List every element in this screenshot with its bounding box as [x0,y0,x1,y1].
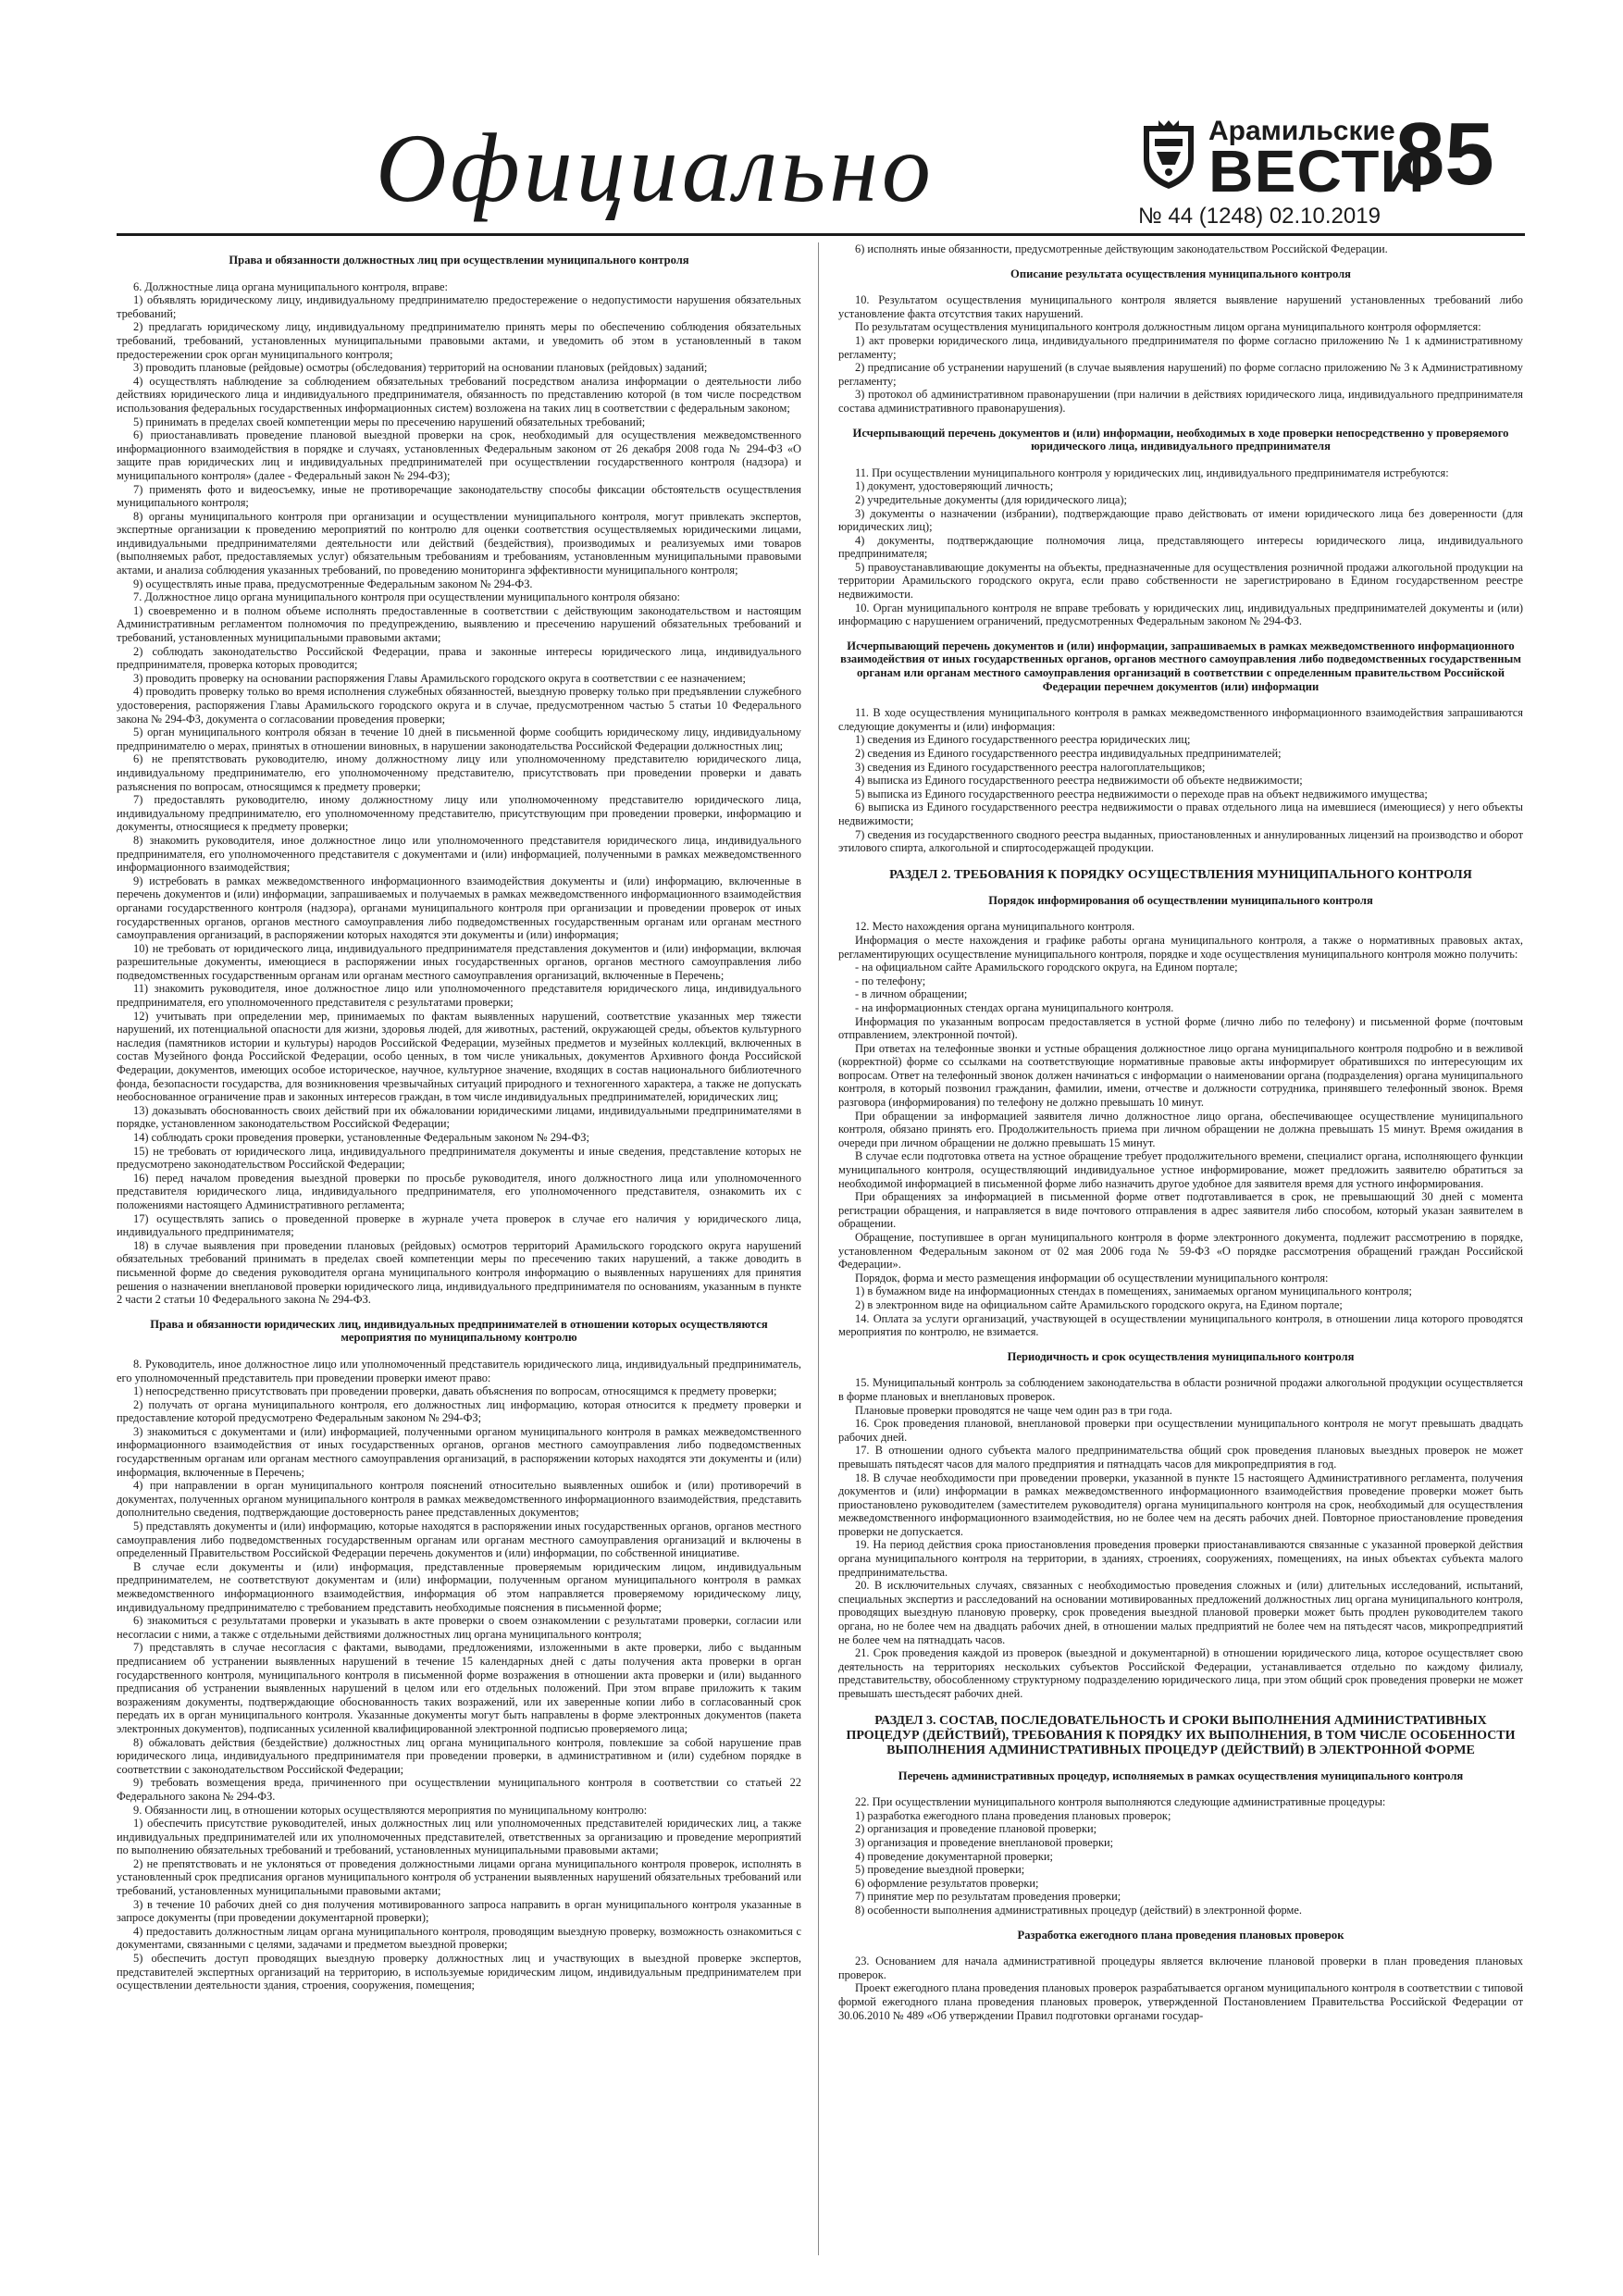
paragraph: Информация по указанным вопросам предоставляется в устной форме (лично либо по телефону) и письменной форме (почтовым отправлением, электронной почтой). [838,1014,1523,1042]
section-heading: Исчерпывающий перечень документов и (или) информации, необходимых в ходе проверки непосредственно у проверяемого юридического лица, индивидуального предпринимателя [852,426,1509,453]
paragraph: 3) проводить проверку на основании распоряжения Главы Арамильского городского округа в соответствии с ее назначением; [133,671,746,685]
paragraph: 4) проводить проверку только во время исполнения служебных обязанностей, выездную проверку только при предъявлении служебного удостоверения, распоряжения Главы Арамильского городского округа и в случае, предусмотренном частью 5 статьи 10 Федерального закона № 294-ФЗ, документа о согласовании проведения проверки; [117,685,801,726]
paragraph: 6) приостанавливать проведение плановой выездной проверки на срок, необходимый для осуществления межведомственного информационного взаимодействия в порядке и случаях, установленных Федеральным законом от 26 декабря 2008 года № 294-ФЗ «О защите прав юридических лиц и индивидуальных предпринимателей при осуществлении государственного контроля (надзора) и муниципального контроля» (далее - Федеральный закон № 294-ФЗ); [117,428,801,482]
paragraph: 2) не препятствовать и не уклоняться от проведения должностными лицами органа муниципального контроля проверок, исполнять в установленный срок предписания органов муниципального контроля об устранении выявленных нарушений обязательных требований или требований, установленных муниципальными правовыми актами; [117,1856,801,1898]
paragraph: 2) соблюдать законодательство Российской Федерации, права и законные интересы юридического лица, индивидуального предпринимателя, проверка которых проводится; [117,644,801,672]
section-heading: Порядок информирования об осуществлении муниципального контроля [988,893,1373,907]
paragraph: 4) осуществлять наблюдение за соблюдением обязательных требований посредством анализа информации о деятельности либо действиях юридического лица и индивидуального предпринимателя, обязанность по представлению которой (в том числе посредством использования федеральных государственных информационных систем) возложена на таких лиц в соответствии с федеральным законом; [117,374,801,415]
paragraph: 5) принимать в пределах своей компетенции меры по пресечению нарушений обязательных требований; [133,415,646,428]
paragraph: При обращениях за информацией в письменной форме ответ подготавливается в срок, не превышающий 30 дней с момента регистрации обращения, и направляется в виде почтового отправления в адрес заявителя либо способом, который указан заявителем в обращении. [838,1190,1523,1231]
paragraph: 7) представлять в случае несогласия с фактами, выводами, предложениями, изложенными в акте проверки, либо с выданным предписанием об устранении выявленных нарушений в течение 15 календарных дней с даты получения акта проверки в орган государственного контроля, муниципального контроля в письменной форме возражения в отношении акта проверки и (или) выданного предписания об устранении выявленных нарушений в целом или его отдельных положений. При этом вправе приложить к таким возражениям документы, подтверждающие обоснованность таких возражений, или их заверенные копии либо в согласованный срок передать их в орган муниципального контроля. Указанные документы могут быть направлены в форме электронных документов (пакета электронных документов), подписанных усиленной квалифицированной электронной подписью проверяемого лица; [117,1641,801,1735]
paragraph: 1) документ, удостоверяющий личность; [855,479,1054,493]
paragraph: 7) сведения из государственного сводного реестра выданных, приостановленных и аннулированных лицензий на производство и оборот этилового спирта, алкогольной и спиртосодержащей продукции. [838,827,1523,855]
paragraph: 4) выписка из Единого государственного реестра недвижимости об объекте недвижимости; [855,774,1303,788]
paragraph: 9) требовать возмещения вреда, причиненного при осуществлении муниципального контроля в соответствии со статьей 22 Федерального закона № 294-ФЗ. [117,1776,801,1803]
section-heading: Исчерпывающий перечень документов и (или) информации, запрашиваемых в рамках межведомственного информационного взаимодействия от иных государственных органов, органов местного самоуправления либо подведомственных государственным органам или органам местного самоуправления организаций в соответствии с определенным правительством Российской Федерации перечнем документов (или) информации [840,639,1521,693]
paragraph: 6) не препятствовать руководителю, иному должностному лицу или уполномоченному представителю юридического лица, индивидуальному предпринимателю, его уполномоченному представителю, присутствовать при проведении проверки и давать разъяснения по вопросам, относящимся к предмету проверки; [117,752,801,793]
issue-number-date: № 44 (1248) 02.10.2019 [1138,204,1381,229]
paragraph: 16. Срок проведения плановой, внеплановой проверки при осуществлении муниципального контроля не могут превышать двадцать рабочих дней. [838,1417,1523,1444]
paragraph: 7) применять фото и видеосъемку, иные не противоречащие законодательству способы фиксации обстоятельств осуществления муниципального контроля; [117,482,801,510]
paragraph: 6) выписка из Единого государственного реестра недвижимости о правах отдельного лица на имевшиеся (имеющиеся) у него объекты недвижимости; [838,800,1523,827]
brand-top-text: Арамильские [1208,116,1395,146]
paragraph: 8) органы муниципального контроля при организации и осуществлении муниципального контроля, могут привлекать экспертов, экспертные организации к проведению мероприятий по контролю для оценки соответствия осуществляемых юридическими лицами, индивидуальными предпринимателями деятельности или действий (бездействия), производимых и реализуемых ими товаров (выполняемых работ, предоставляемых услуг) обязательным требованиям и требованиям, установленным муниципальными правовыми актами, и анализа соблюдения указанных требований, по проведению мониторинга эффективности муниципального контроля; [117,509,801,577]
page-number: 85 [1395,105,1494,204]
paragraph: 3) знакомиться с документами и (или) информацией, полученными органом муниципального контроля в рамках межведомственного информационного взаимодействия от иных государственных органов, органов местного самоуправления либо подведомственных государственным органам или органам местного самоуправления организаций, в распоряжении которых находятся эти документы и (или) информация, включенные в Перечень; [117,1424,801,1479]
paragraph: 3) документы о назначении (избрании), подтверждающие право действовать от имени юридического лица без доверенности (для юридических лиц); [838,506,1523,534]
paragraph: 9. Обязанности лиц, в отношении которых осуществляются мероприятия по муниципальному контролю: [133,1803,648,1817]
paragraph: 11) знакомить руководителя, иное должностное лицо или уполномоченного представителя юридического лица, индивидуального предпринимателя, его уполномоченного представителя с результатами проверки; [117,982,801,1010]
paragraph: 11. В ходе осуществления муниципального контроля в рамках межведомственного информационного взаимодействия запрашиваются следующие документы и (или) информация: [838,706,1523,733]
paragraph: 11. При осуществлении муниципального контроля у юридических лиц, индивидуального предпринимателя истребуются: [855,465,1449,479]
paragraph: 1) в бумажном виде на информационных стендах в помещениях, занимаемых органом муниципального контроля; [855,1285,1412,1298]
paragraph: 23. Основанием для начала административной процедуры является включение плановой проверки в план проведения плановых проверок. [838,1955,1523,1981]
paragraph: 5) проведение выездной проверки; [855,1863,1025,1877]
paragraph: 17. В отношении одного субъекта малого предпринимательства общий срок проведения плановых выездных проверок не может превышать пятьдесят часов для малого предприятия и пятнадцать часов для микропредприятия в год. [838,1444,1523,1471]
masthead [117,104,1525,242]
paragraph: Порядок, форма и место размещения информации об осуществлении муниципального контроля: [855,1271,1329,1285]
paragraph: 3) протокол об административном правонарушении (при наличии в действиях юридического лица, индивидуального предпринимателя состава административного правонарушения). [838,388,1523,415]
paragraph: 7. Должностное лицо органа муниципального контроля при осуществлении муниципального контроля обязано: [133,590,680,604]
paragraph: 18. В случае необходимости при проведении проверки, указанной в пункте 15 настоящего Административного регламента, получения документов и (или) информации в рамках межведомственного информационного взаимодействия проведение проверки может быть приостановлено руководителем (заместителем руководителя) органа муниципального контроля на срок, необходимый для осуществления межведомственного информационного взаимодействия, но не более чем на десять рабочих дней. Повторное приостановление проведения проверки не допускается. [838,1471,1523,1538]
paragraph: 22. При осуществлении муниципального контроля выполняются следующие административные процедуры: [855,1795,1386,1809]
paragraph: 5) обеспечить доступ проводящих выездную проверку должностных лиц и участвующих в выездной проверке экспертов, представителей экспертных организаций на территорию, в используемые юридическим лицом, индивидуальным предпринимателем при осуществлении деятельности здания, строения, сооружения, помещения; [117,1952,801,1992]
paragraph: 14. Оплата за услуги организаций, участвующей в осуществлении муниципального контроля, в отношении лица которого проводятся мероприятия по контролю, не взимается. [838,1311,1523,1339]
paragraph: Обращение, поступившее в орган муниципального контроля в форме электронного документа, подлежит рассмотрению в порядке, установленном Федеральным законом от 02 мая 2006 года № 59-ФЗ «О порядке рассмотрения обращений граждан Российской Федерации». [838,1231,1523,1272]
paragraph: - в личном обращении; [855,987,968,1001]
paragraph: 5) правоустанавливающие документы на объекты, предназначенные для осуществления розничной продажи алкогольной продукции на территории Арамильского городского округа, если право собственности не зарегистрировано в Едином государственном реестре недвижимости. [838,560,1523,602]
paragraph: 1) своевременно и в полном объеме исполнять предоставленные в соответствии с действующим законодательством и настоящим Административным регламентом полномочия по предупреждению, выявлению и пресечению нарушений обязательных требований и требований, установленных муниципальными правовыми актами; [117,603,801,645]
paragraph: При ответах на телефонные звонки и устные обращения должностное лицо органа муниципального контроля подробно и в вежливой (корректной) форме со ссылками на соответствующие нормативные правовые акты информирует обратившихся по интересующим их вопросам. Ответ на телефонный звонок должен начинаться с информации о наименовании органа (подразделения) органа муниципального контроля, в который позвонил гражданин, фамилии, имени, отчестве и должности сотрудника, принявшего телефонный звонок. Время разговора (информирования) по телефону не должно превышать 10 минут. [838,1041,1523,1110]
paragraph: 6. Должностные лица органа муниципального контроля, вправе: [133,279,448,293]
paragraph: 6) исполнять иные обязанности, предусмотренные действующим законодательством Российской Федерации. [855,242,1388,255]
chapter-heading: РАЗДЕЛ 3. СОСТАВ, ПОСЛЕДОВАТЕЛЬНОСТЬ И СРОКИ ВЫПОЛНЕНИЯ АДМИНИСТРАТИВНЫХ ПРОЦЕДУР (ДЕЙСТВИЙ), ТРЕБОВАНИЯ К ПОРЯДКУ ИХ ВЫПОЛНЕНИЯ, В ТОМ ЧИСЛЕ ОСОБЕННОСТИ ВЫПОЛНЕНИЯ АДМИНИСТРАТИВНЫХ ПРОЦЕДУР (ДЕЙСТВИЙ) В ЭЛЕКТРОННОЙ ФОРМЕ [846,1713,1516,1757]
paragraph: По результатам осуществления муниципального контроля должностным лицом органа муниципального контроля оформляется: [855,320,1481,334]
paragraph: 20. В исключительных случаях, связанных с необходимостью проведения сложных и (или) длительных исследований, испытаний, специальных экспертиз и расследований на основании мотивированных предложений должностных лиц органа муниципального контроля, проводящих выездную плановую проверку, срок проведения выездной плановой проверки может быть продлен руководителем такого органа, но не более чем на двадцать рабочих дней, в отношении малых предприятий не более чем на пятьдесят часов, микропредприятий не более чем на пятнадцать часов. [838,1579,1523,1646]
paragraph: - по телефону; [855,974,926,987]
section-heading: Права и обязанности юридических лиц, индивидуальных предпринимателей в отношении которых осуществляются мероприятия по муниципальному контролю [150,1317,768,1345]
paragraph: 10. Орган муниципального контроля не вправе требовать у юридических лиц, индивидуальных предпринимателей документы и (или) информацию с нарушением ограничений, предусмотренных Федеральным законом № 294-ФЗ. [838,601,1523,628]
brand-main-text: ВЕСТИ [1208,138,1426,205]
section-title: Официально [376,114,935,222]
paragraph: - на официальном сайте Арамильского городского округа, на Едином портале; [855,961,1238,974]
right-column [838,242,1523,2255]
section-heading: Права и обязанности должностных лиц при осуществлении муниципального контроля [229,254,689,267]
paragraph: 1) разработка ежегодного плана проведения плановых проверок; [855,1808,1171,1822]
paragraph: При обращении за информацией заявителя лично должностное лицо органа, обеспечивающее осуществление муниципального контроля, обязано принять его. Продолжительность приема при личном обращении не должна превышать 15 минут. Время ожидания в очереди при личном обращении не должно превышать 15 минут. [838,1109,1523,1149]
paragraph: 21. Срок проведения каждой из проверок (выездной и документарной) в отношении юридического лица, которое осуществляет свою деятельность на территориях нескольких субъектов Российской Федерации, устанавливается отдельно по каждому филиалу, представительству, обособленному структурному подразделению юридического лица, при этом общий срок проведения проверки не может превышать шестьдесят рабочих дней. [838,1646,1523,1700]
paragraph: Плановые проверки проводятся не чаще чем один раз в три года. [855,1403,1172,1417]
paragraph: 10. Результатом осуществления муниципального контроля является выявление нарушений установленных требований либо установление факта отсутствия таких нарушений. [838,293,1523,320]
paragraph: 7) принятие мер по результатам проведения проверки; [855,1890,1121,1904]
paragraph: 4) проведение документарной проверки; [855,1849,1053,1863]
paragraph: 8) обжаловать действия (бездействие) должностных лиц органа муниципального контроля, повлекшие за собой нарушение прав юридического лица, индивидуального предпринимателя при проведении проверки, в административном и (или) судебном порядке в соответствии с законодательством Российской Федерации; [117,1735,801,1776]
paragraph: 9) осуществлять иные права, предусмотренные Федеральным законом № 294-ФЗ. [133,577,533,590]
paragraph: 2) предписание об устранении нарушений (в случае выявления нарушений) по форме согласно приложению № 3 к Административному регламенту; [838,361,1523,388]
paragraph: 5) орган муниципального контроля обязан в течение 10 дней в письменной форме сообщить юридическому лицу, индивидуальному предпринимателю о мерах, принятых в отношении виновных, в нарушении законодательства Российской Федерации должностных лиц; [117,726,801,752]
paragraph: 15. Муниципальный контроль за соблюдением законодательства в области розничной продажи алкогольной продукции осуществляется в форме плановых и внеплановых проверок. [838,1376,1523,1403]
coat-of-arms-icon [1138,118,1199,191]
paragraph: 19. На период действия срока приостановления проведения проверки приостанавливаются связанные с указанной проверкой действия органа муниципального контроля на территории, в зданиях, строениях, сооружениях, помещениях, на иных объектах субъекта малого предпринимательства. [838,1538,1523,1579]
paragraph: Проект ежегодного плана проведения плановых проверок разрабатывается органом муниципального контроля в соответствии с типовой формой ежегодного плана проведения плановых проверок, утвержденной Постановлением Правительства Российской Федерации от 30.06.2010 № 489 «Об утверждении Правил подготовки органами государ- [838,1981,1523,2022]
paragraph: 14) соблюдать сроки проведения проверки, установленные Федеральным законом № 294-ФЗ; [133,1131,589,1144]
paragraph: 12) учитывать при определении мер, принимаемых по фактам выявленных нарушений, соответствие указанных мер тяжести нарушений, их потенциальной опасности для жизни, здоровья людей, для животных, растений, окружающей среды, объектов культурного наследия (памятников истории и культуры) народов Российской Федерации, музейных предметов и музейных коллекций, включенных в состав Музейного фонда Российской Федерации, особо ценных, в том числе уникальных, документов Архивного фонда Российской Федерации, документов, имеющих особое историческое, научное, культурное значение, входящих в состав национального библиотечного фонда, безопасности государства, для возникновения чрезвычайных ситуаций природного и техногенного характера, а также не допускать необоснованное ограничение прав и законных интересов граждан, в том числе индивидуальных предпринимателей, юридических лиц; [117,1009,801,1104]
paragraph: 12. Место нахождения органа муниципального контроля. [855,920,1135,934]
chapter-heading: РАЗДЕЛ 2. ТРЕБОВАНИЯ К ПОРЯДКУ ОСУЩЕСТВЛЕНИЯ МУНИЦИПАЛЬНОГО КОНТРОЛЯ [889,867,1472,882]
paragraph: 8. Руководитель, иное должностное лицо или уполномоченный представитель юридического лица, индивидуальный предприниматель, его уполномоченный представитель при проведении проверки имеют право: [117,1357,801,1384]
paragraph: 16) перед началом проведения выездной проверки по просьбе руководителя, иного должностного лица или уполномоченного представителя юридического лица, индивидуального предпринимателя, его уполномоченного представителя, ознакомить их с положениями настоящего Административного регламента; [117,1171,801,1211]
paragraph: 2) в электронном виде на официальном сайте Арамильского городского округа, на Едином портале; [855,1297,1343,1311]
paragraph: 3) организация и проведение внеплановой проверки; [855,1835,1114,1849]
section-heading: Описание результата осуществления муниципального контроля [1010,267,1351,280]
paragraph: 1) обеспечить присутствие руководителей, иных должностных лиц или уполномоченных представителей юридических лиц, а также индивидуальных предпринимателей или их уполномоченных представителей, ответственных за организацию и проведение мероприятий по выполнению обязательных требований и требований, установленных муниципальными правовыми актами; [117,1817,801,1857]
paragraph: 2) получать от органа муниципального контроля, его должностных лиц информацию, которая относится к предмету проверки и предоставление которой предусмотрено Федеральным законом № 294-ФЗ; [117,1397,801,1425]
paragraph: 9) истребовать в рамках межведомственного информационного взаимодействия документы и (или) информацию, включенные в перечень документов и (или) информации, запрашиваемых и получаемых в рамках межведомственного информационного взаимодействия органами государственного контроля (надзора), органами муниципального контроля при организации и проведении проверок от иных государственных органов, органов местного самоуправления либо подведомственных государственным органам или органам местного самоуправления организаций, в распоряжении которых находятся эти документы и (или) информация; [117,874,801,942]
column-divider [818,242,819,2255]
header-rule [117,233,1525,236]
paragraph: 1) сведения из Единого государственного реестра юридических лиц; [855,733,1191,747]
paragraph: 8) знакомить руководителя, иное должностное лицо или уполномоченного представителя юридического лица, индивидуального предпринимателя, его уполномоченного представителя с документами и (или) информацией, полученными в рамках межведомственного информационного взаимодействия; [117,833,801,875]
section-heading: Разработка ежегодного плана проведения плановых проверок [1017,1928,1344,1942]
paragraph: 3) сведения из Единого государственного реестра налогоплательщиков; [855,760,1206,774]
paragraph: 5) выписка из Единого государственного реестра недвижимости о переходе прав на объект недвижимого имущества; [855,787,1428,800]
paragraph: 5) представлять документы и (или) информацию, которые находятся в распоряжении иных государственных органов, органов местного самоуправления либо подведомственных государственным органам или органам местного самоуправления организаций и включены в определенный Правительством Российской Федерации перечень документов и (или) информации, по собственной инициативе. [117,1520,801,1560]
paragraph: 2) организация и проведение плановой проверки; [855,1822,1097,1836]
section-heading: Периодичность и срок осуществления муниципального контроля [1007,1349,1355,1363]
paragraph: 7) предоставлять руководителю, иному должностному лицу или уполномоченному представителю юридического лица, индивидуальному предпринимателю, его уполномоченному представителю, присутствующим при проведении проверки, информацию и документы, относящиеся к предмету проверки; [117,793,801,834]
paragraph: 1) непосредственно присутствовать при проведении проверки, давать объяснения по вопросам, относящимся к предмету проверки; [133,1384,777,1398]
paragraph: 2) предлагать юридическому лицу, индивидуальному предпринимателю принять меры по обеспечению соблюдения обязательных требований, требований, установленных муниципальными правовыми актами, и уведомить об этом в установленный в таком предостережении срок орган муниципального контроля; [117,320,801,361]
paragraph: 2) учредительные документы (для юридического лица); [855,492,1127,506]
paragraph: 15) не требовать от юридического лица, индивидуального предпринимателя документы и иные сведения, представление которых не предусмотрено законодательством Российской Федерации; [117,1144,801,1172]
paragraph: 3) в течение 10 рабочих дней со дня получения мотивированного запроса направить в орган муниципального контроля указанные в запросе документы (при проведении документарной проверки); [117,1897,801,1925]
left-column [117,242,801,2255]
paragraph: 4) документы, подтверждающие полномочия лица, представляющего интересы юридического лица, индивидуального предпринимателя; [838,533,1523,561]
section-heading: Перечень административных процедур, исполняемых в рамках осуществления муниципального контроля [898,1769,1464,1782]
paragraph: 13) доказывать обоснованность своих действий при их обжаловании юридическими лицами, индивидуальными предпринимателями в порядке, установленном законодательством Российской Федерации; [117,1103,801,1131]
paragraph: В случае если документы и (или) информация, представленные проверяемым юридическим лицом, индивидуальным предпринимателем, не соответствуют документам и (или) информации, полученным органом муниципального контроля в рамках межведомственного информационного взаимодействия, информация об этом направляется проверяемому юридическому лицу, индивидуальному предпринимателю с требованием представить необходимые пояснения в письменной форме; [117,1559,801,1614]
paragraph: 17) осуществлять запись о проведенной проверке в журнале учета проверок в случае его наличия у юридического лица, индивидуального предпринимателя; [117,1211,801,1239]
paragraph: 6) оформление результатов проверки; [855,1876,1039,1890]
paragraph: 1) объявлять юридическому лицу, индивидуальному предпринимателю предостережение о недопустимости нарушения обязательных требований; [117,293,801,320]
paragraph: 4) предоставить должностным лицам органа муниципального контроля, проводящим выездную проверку, возможность ознакомиться с документами, связанными с целями, задачами и предметом выездной проверки; [117,1924,801,1952]
paragraph: 18) в случае выявления при проведении плановых (рейдовых) осмотров территорий Арамильского городского округа нарушений обязательных требований принимать в пределах своей компетенции меры по пресечению таких нарушений, а также доводить в письменной форме до сведения руководителя органа муниципального контроля информацию о выявленных нарушениях для принятия решения о назначении внеплановой проверки юридического лица, индивидуального предпринимателя по основаниям, указанным в пункте 2 части 2 статьи 10 Федерального закона № 294-ФЗ. [117,1238,801,1307]
paragraph: 8) особенности выполнения административных процедур (действий) в электронной форме. [855,1903,1302,1917]
paragraph: 3) проводить плановые (рейдовые) осмотры (обследования) территорий на основании плановых (рейдовых) заданий; [133,361,708,375]
paragraph: В случае если подготовка ответа на устное обращение требует продолжительного времени, специалист органа, исполняющего функции муниципального контроля, осуществляющий индивидуальное устное информирование, может предложить заявителю обратиться за необходимой информацией в письменной форме либо назначить другое удобное для заявителя время для устного информирования. [838,1149,1523,1190]
paragraph: 4) при направлении в орган муниципального контроля пояснений относительно выявленных ошибок и (или) противоречий в документах, полученных органом муниципального контроля в рамках межведомственного информационного взаимодействия, представить дополнительно сведения, подтверждающие достоверность ранее представленных документов; [117,1479,801,1520]
paragraph: 2) сведения из Единого государственного реестра индивидуальных предпринимателей; [855,747,1282,760]
paragraph: 1) акт проверки юридического лица, индивидуального предпринимателя по форме согласно приложению № 1 к административному регламенту; [838,333,1523,361]
paragraph: 10) не требовать от юридического лица, индивидуального предпринимателя представления документов и (или) информации, включая разрешительные документы, имеющиеся в распоряжении иных государственных органов, органов местного самоуправления либо подведомственных государственным органам или органам местного самоуправления организаций, включенные в Перечень; [117,941,801,982]
paragraph: - на информационных стендах органа муниципального контроля. [855,1000,1174,1014]
paragraph: 6) знакомиться с результатами проверки и указывать в акте проверки о своем ознакомлении с результатами проверки, согласии или несогласии с ними, а также с отдельными действиями должностных лиц органа муниципального контроля; [117,1614,801,1641]
paragraph: Информация о месте нахождения и графике работы органа муниципального контроля, а также о нормативных правовых актах, регламентирующих осуществление муниципального контроля, порядке и ходе осуществления муниципального контроля можно получить: [838,933,1523,961]
